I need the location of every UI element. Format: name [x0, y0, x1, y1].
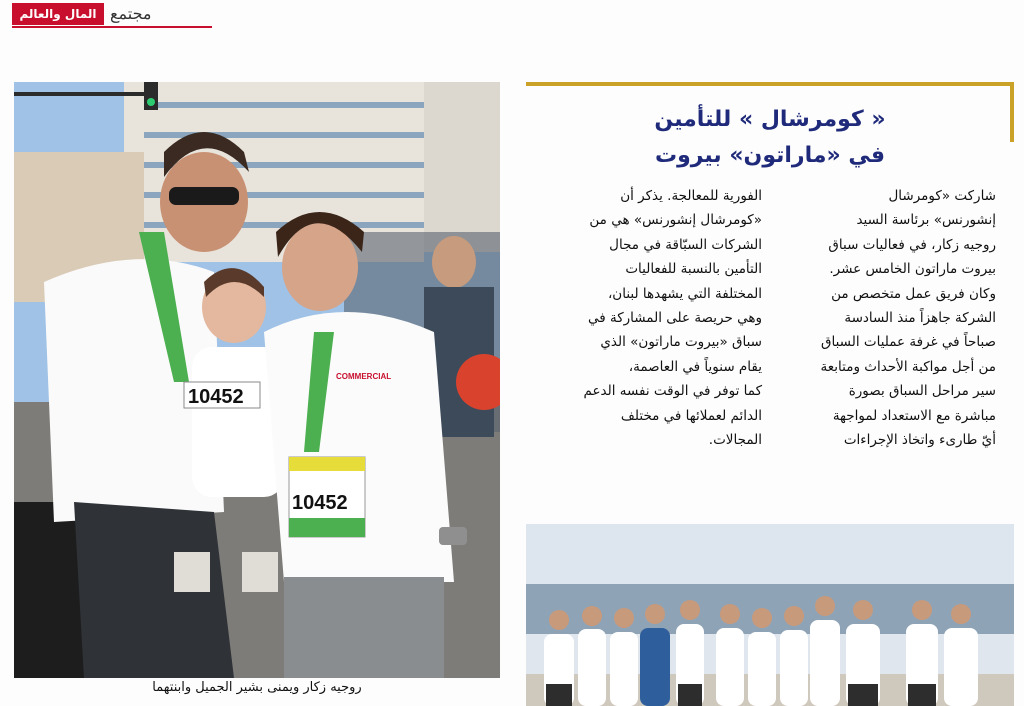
text-line: وهي حريصة على المشاركة في — [587, 310, 762, 327]
header-rule — [12, 26, 212, 28]
magazine-logo: المال والعالم — [12, 3, 104, 25]
text-line: وكان فريق عمل متخصص من — [831, 285, 996, 302]
text-line: التأمين بالنسبة للفعاليات — [625, 261, 762, 278]
article-column-right — [784, 184, 996, 452]
text-line: «كومرشال إنشورنس» هي من — [589, 212, 762, 229]
text-line: الدائم لعملائها في مختلف — [620, 407, 762, 424]
article-block — [526, 82, 1014, 592]
text-line: المجالات. — [708, 432, 762, 449]
text-line: صباحاً في غرفة عمليات السباق — [821, 334, 996, 351]
text-line: يقام سنوياً في العاصمة، — [628, 358, 762, 375]
section-label: مجتمع — [110, 4, 152, 23]
title-line-1: « كومرشال » للتأمين — [654, 107, 886, 132]
marathon-family-photo — [14, 82, 500, 678]
text-line: سباق «بيروت ماراتون» الذي — [600, 334, 762, 351]
child-bib-number: 10452 — [188, 386, 244, 408]
text-line: الشركات السبّاقة في مجال — [609, 236, 762, 253]
shirt-logo: COMMERCIAL — [336, 372, 392, 381]
text-line: سير مراحل السباق بصورة — [848, 383, 996, 400]
text-line: بيروت ماراتون الخامس عشر. — [829, 261, 996, 278]
text-line: الشركة جاهزاً منذ السادسة — [844, 310, 996, 327]
article-title — [526, 102, 1014, 174]
text-line: روجيه زكار، في فعاليات سباق — [828, 236, 996, 253]
text-line: أيّ طارىء واتخاذ الإجراءات — [843, 432, 996, 449]
text-line: شاركت «كومرشال — [888, 188, 996, 204]
woman-bib-number: 10452 — [292, 492, 348, 514]
text-line: المختلفة التي يشهدها لبنان، — [607, 285, 762, 302]
text-line: من أجل مواكبة الأحداث ومتابعة — [820, 358, 996, 375]
photo-caption: روجيه زكار ويمنى بشير الجميل وابنتهما — [152, 680, 362, 695]
text-line: مباشرة مع الاستعداد لمواجهة — [832, 407, 996, 424]
text-line: الفورية للمعالجة. يذكر أن — [620, 188, 762, 204]
text-line: كما توفر في الوقت نفسه الدعم — [583, 383, 762, 400]
text-line: إنشورنس» برئاسة السيد — [856, 212, 996, 229]
team-group-photo — [526, 524, 1014, 706]
title-line-2: في «ماراتون» بيروت — [654, 143, 886, 168]
gold-top-rule — [526, 82, 1014, 86]
article-column-left — [544, 184, 762, 452]
